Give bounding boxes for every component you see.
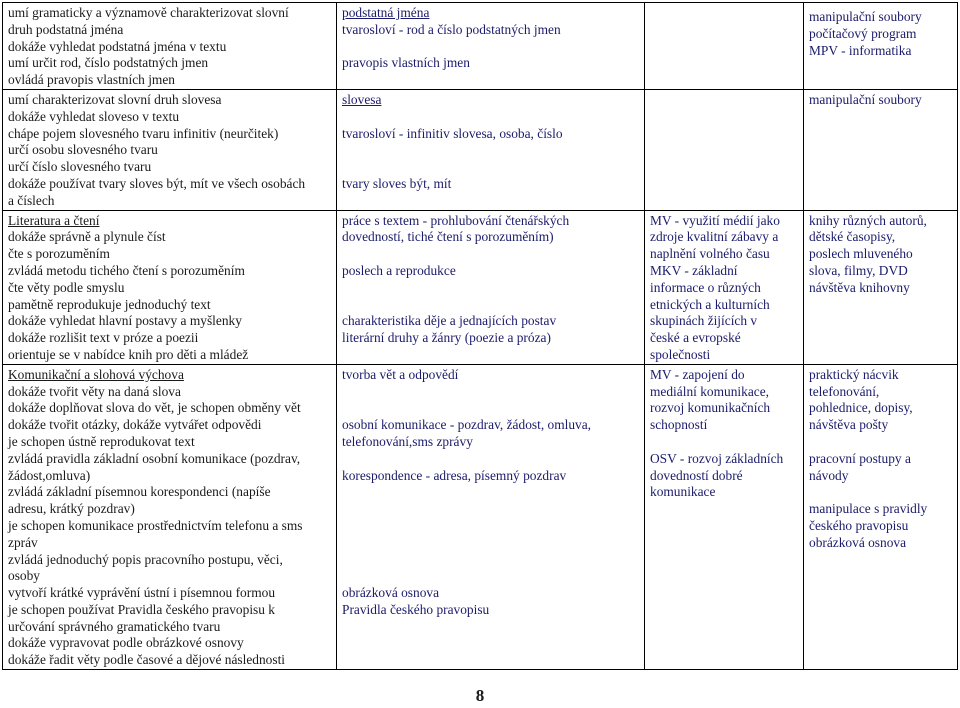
text-line: dokáže řadit věty podle časové a dějové následnosti [8,652,286,668]
text-line: komunikace [650,484,716,500]
text-line: dokáže vyhledat podstatná jména v textu [8,38,227,54]
text-line: MV - využití médií jako [650,212,780,228]
text-line: návštěva knihovny [809,279,910,295]
text-line: Pravidla českého pravopisu [342,601,490,617]
text-line: slova, filmy, DVD [809,262,908,278]
spacer [342,552,641,569]
text-line: čte s porozuměním [8,246,110,262]
spacer [342,518,641,535]
spacer [342,297,641,314]
spacer [342,501,641,518]
spacer [809,484,954,501]
text-line: zpráv [8,534,38,550]
text-line: dokáže správně a plynule číst [8,229,166,245]
spacer [342,246,641,263]
cross-curricular-themes-cell [645,89,804,210]
text-line: adresu, krátký pozdrav) [8,501,135,517]
table-row [3,3,958,90]
text-line: dokáže vyhledat sloveso v textu [8,108,180,124]
curriculum-table [2,2,958,670]
text-line: poslech mluveného [809,246,913,262]
text-line: korespondence - adresa, písemný pozdrav [342,467,567,483]
text-line: dokáže vyhledat hlavní postavy a myšlenky [8,313,242,329]
text-line: umí určit rod, číslo podstatných jmen [8,55,209,71]
notes-cell [804,210,958,364]
topics-cell [337,210,645,364]
spacer [342,142,641,159]
text-line: charakteristika děje a jednajících postav [342,313,557,329]
text-line: určování správného gramatického tvaru [8,618,221,634]
text-line: návody [809,467,849,483]
text-line: dokáže tvořit otázky, dokáže vytvářet odpovědi [8,417,262,433]
spacer [342,400,641,417]
text-line: druh podstatná jména [8,21,124,37]
topics-cell [337,89,645,210]
text-line: skupinách žijících v [650,313,758,329]
text-line: umí gramaticky a významově charakterizovat slovní [8,5,289,20]
text-line: MV - zapojení do [650,366,745,382]
outcomes-cell [3,3,337,90]
text-line: zvládá základní písemnou korespondenci (napíše [8,484,271,500]
text-line: dokáže doplňovat slova do vět, je schopen obměny vět [8,400,301,416]
text-line: MPV - informatika [809,42,912,58]
text-line: umí charakterizovat slovní druh slovesa [8,91,222,107]
text-line: knihy různých autorů, [809,212,927,228]
text-line: zvládá jednoduchý popis pracovního postupu, věci, [8,551,283,567]
text-line: literární druhy a žánry (poezie a próza) [342,330,551,346]
curriculum-table-body [3,3,958,670]
topics-cell [337,364,645,669]
cross-curricular-themes-cell [645,3,804,90]
text-line: obrázková osnova [809,534,907,550]
text-line: práce s textem - prohlubování čtenářských [342,212,570,228]
text-line: rozvoj komunikačních [650,400,771,416]
spacer [809,434,954,451]
text-line: je schopen komunikace prostřednictvím telefonu a sms [8,517,303,533]
text-line: telefonování,sms zprávy [342,433,473,449]
outcomes-cell [3,89,337,210]
spacer [342,568,641,585]
table-row [3,364,958,669]
text-line: tvarosloví - rod a číslo podstatných jmen [342,21,561,37]
text-line: mediální komunikace, [650,383,769,399]
text-line: a číslech [8,192,55,208]
text-line: dokáže používat tvary sloves být, mít ve všech osobách [8,175,306,191]
text-line: zvládá metodu tichého čtení s porozuměním [8,262,245,278]
text-line: pohlednice, dopisy, [809,400,913,416]
text-line: žádost,omluva) [8,467,91,483]
spacer [342,159,641,176]
outcomes-cell [3,210,337,364]
text-line: tvorba vět a odpovědí [342,366,459,382]
cross-curricular-themes-cell [645,210,804,364]
text-line: návštěva pošty [809,417,889,433]
text-line: vytvoří krátké vyprávění ústní i písemnou formou [8,585,276,601]
section-heading: Komunikační a slohová výchova [8,366,184,382]
text-line: tvary sloves být, mít [342,175,452,191]
text-line: osoby [8,568,40,584]
text-line: poslech a reprodukce [342,262,456,278]
text-line: manipulace s pravidly [809,501,928,517]
text-line: je schopen používat Pravidla českého pravopisu k [8,601,275,617]
notes-cell [804,364,958,669]
text-line: manipulační soubory [809,91,922,107]
text-line: osobní komunikace - pozdrav, žádost, omluva, [342,417,592,433]
text-line: manipulační soubory [809,9,922,24]
text-line: dokáže rozlišit text v próze a poezii [8,330,199,346]
spacer [342,535,641,552]
text-line: pracovní postupy a [809,450,911,466]
text-line: je schopen ústně reprodukovat text [8,433,195,449]
section-heading: Literatura a čtení [8,212,100,228]
text-line: dokáže vypravovat podle obrázkové osnovy [8,635,244,651]
text-line: určí číslo slovesného tvaru [8,159,152,175]
notes-cell [804,89,958,210]
text-line: počítačový program [809,25,917,41]
text-line: čte věty podle smyslu [8,279,125,295]
text-line: OSV - rozvoj základních [650,450,784,466]
text-line: pamětně reprodukuje jednoduchý text [8,296,211,312]
text-line: českého pravopisu [809,517,909,533]
topics-cell [337,3,645,90]
text-line: schopností [650,417,708,433]
spacer [342,109,641,126]
text-line: chápe pojem slovesného tvaru infinitiv (neurčitek) [8,125,279,141]
text-line: obrázková osnova [342,585,440,601]
text-line: ovládá pravopis vlastních jmen [8,72,175,88]
section-heading: podstatná jména [342,5,430,20]
spacer [342,39,641,56]
cross-curricular-themes-cell [645,364,804,669]
spacer [342,484,641,501]
spacer [342,384,641,401]
section-heading: slovesa [342,91,382,107]
text-line: orientuje se v nabídce knih pro děti a mládež [8,346,249,362]
text-line: pravopis vlastních jmen [342,55,470,71]
spacer [650,434,800,451]
text-line: etnických a kulturních [650,296,770,312]
text-line: dětské časopisy, [809,229,896,245]
text-line: zvládá pravidla základní osobní komunikace (pozdrav, [8,450,301,466]
text-line: dovedností, tiché čtení s porozuměním) [342,229,554,245]
text-line: telefonování, [809,383,880,399]
text-line: společnosti [650,346,711,362]
text-line: informace o různých [650,279,761,295]
spacer [342,451,641,468]
table-row [3,89,958,210]
table-row [3,210,958,364]
text-line: praktický nácvik [809,366,899,382]
notes-cell [804,3,958,90]
text-line: dokáže tvořit věty na daná slova [8,383,181,399]
text-line: naplnění volného času [650,246,770,262]
text-line: určí osobu slovesného tvaru [8,142,158,158]
text-line: dovedností dobré [650,467,743,483]
outcomes-cell [3,364,337,669]
text-line: MKV - základní [650,262,738,278]
text-line: zdroje kvalitní zábavy a [650,229,779,245]
text-line: tvarosloví - infinitiv slovesa, osoba, číslo [342,125,563,141]
page-number: 8 [475,686,485,705]
spacer [342,280,641,297]
text-line: české a evropské [650,330,741,346]
